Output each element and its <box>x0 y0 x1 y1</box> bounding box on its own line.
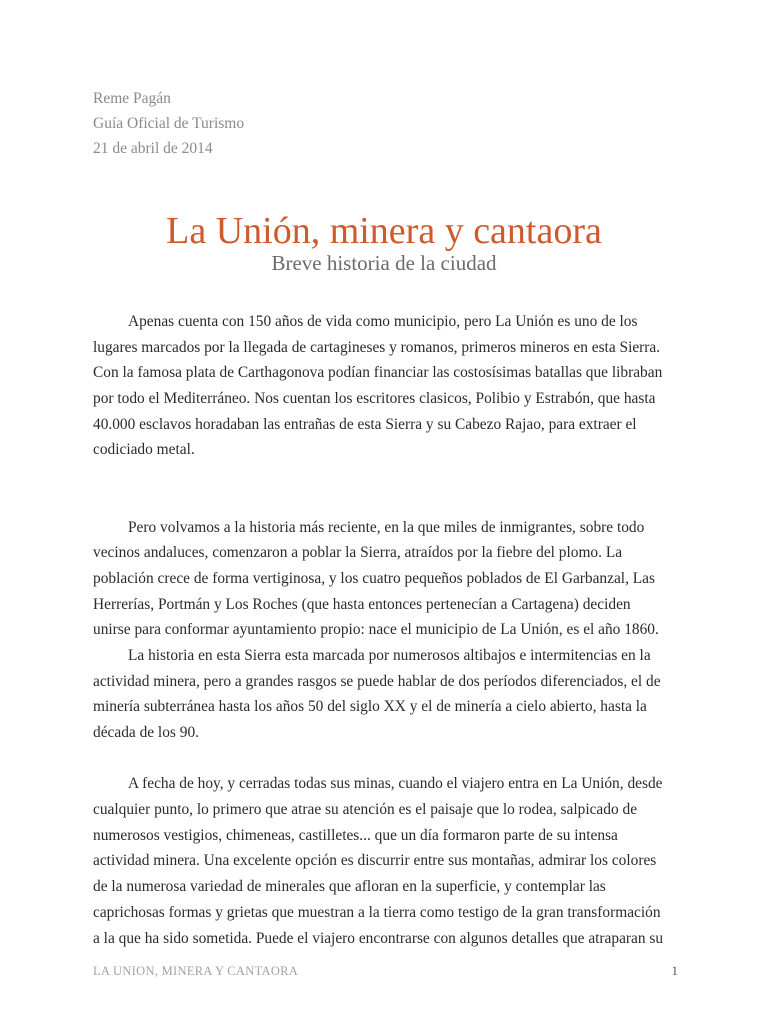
paragraph-spacer <box>93 489 673 515</box>
text-line: Pero volvamos a la historia más reciente, en la que miles de inmigrantes, sobre todo <box>128 518 645 536</box>
text-line: A fecha de hoy, y cerradas todas sus minas, cuando el viajero entra en La Unión, desde <box>128 775 663 793</box>
page-number: 1 <box>671 963 678 978</box>
text-line: Herrerías, Portmán y Los Roches (que hasta entonces pertenecían a Cartagena) deciden <box>93 595 631 613</box>
text-line: lugares marcados por la llegada de cartagineses y romanos, primeros mineros en esta Sierra. <box>93 338 661 356</box>
paragraph <box>93 643 673 746</box>
document-subtitle: Breve historia de la ciudad <box>271 251 497 275</box>
document-body <box>93 309 673 951</box>
paragraph <box>93 515 673 643</box>
document-date: 21 de abril de 2014 <box>93 140 213 157</box>
text-line: a la que ha sido sometida. Puede el viajero encontrarse con algunos detalles que atraparan su <box>93 929 664 947</box>
paragraph <box>93 771 673 951</box>
paragraph <box>93 309 673 463</box>
text-line: por todo el Mediterráneo. Nos cuentan los escritores clasicos, Polibio y Estrabón, que hasta <box>93 390 656 408</box>
running-footer-title: LA UNION, MINERA Y CANTAORA <box>93 964 299 978</box>
text-line: 40.000 esclavos horadaban las entrañas de esta Sierra y su Cabezo Rajao, para extraer el <box>93 415 637 433</box>
text-line: La historia en esta Sierra esta marcada por numerosos altibajos e intermitencias en la <box>128 646 651 664</box>
text-line: Con la famosa plata de Carthagonova podían financiar las costosísimas batallas que libraban <box>93 364 663 382</box>
author-name: Reme Pagán <box>93 90 171 107</box>
text-line: unirse para conformar ayuntamiento propio: nace el municipio de La Unión, es el año 1860. <box>93 621 659 639</box>
paragraph-spacer <box>93 463 673 489</box>
text-line: codiciado metal. <box>93 441 195 459</box>
text-line: cualquier punto, lo primero que atrae su atención es el paisaje que lo rodea, salpicado de <box>93 801 638 819</box>
text-line: minería subterránea hasta los años 50 del siglo XX y el de minería a cielo abierto, hasta la <box>93 698 647 716</box>
document-title: La Unión, minera y cantaora <box>166 210 602 252</box>
text-line: actividad minera, pero a grandes rasgos se puede hablar de dos períodos diferenciados, el de <box>93 672 661 690</box>
text-line: población crece de forma vertiginosa, y los cuatro pequeños poblados de El Garbanzal, Las <box>93 569 655 587</box>
text-line: vecinos andaluces, comenzaron a poblar la Sierra, atraídos por la fiebre del plomo. La <box>93 544 623 562</box>
text-line: numerosos vestigios, chimeneas, castilletes... que un día formaron parte de su intensa <box>93 826 618 844</box>
author-role: Guía Oficial de Turismo <box>93 115 245 132</box>
text-line: caprichosas formas y grietas que muestran a la tierra como testigo de la gran transformación <box>93 903 661 921</box>
text-line: Apenas cuenta con 150 años de vida como municipio, pero La Unión es uno de los <box>128 313 638 330</box>
text-line: actividad minera. Una excelente opción es discurrir entre sus montañas, admirar los colores <box>93 852 657 870</box>
paragraph-spacer <box>93 746 673 772</box>
text-line: de la numerosa variedad de minerales que afloran en la superficie, y contemplar las <box>93 878 606 896</box>
text-line: década de los 90. <box>93 724 199 741</box>
document-header <box>93 86 244 161</box>
